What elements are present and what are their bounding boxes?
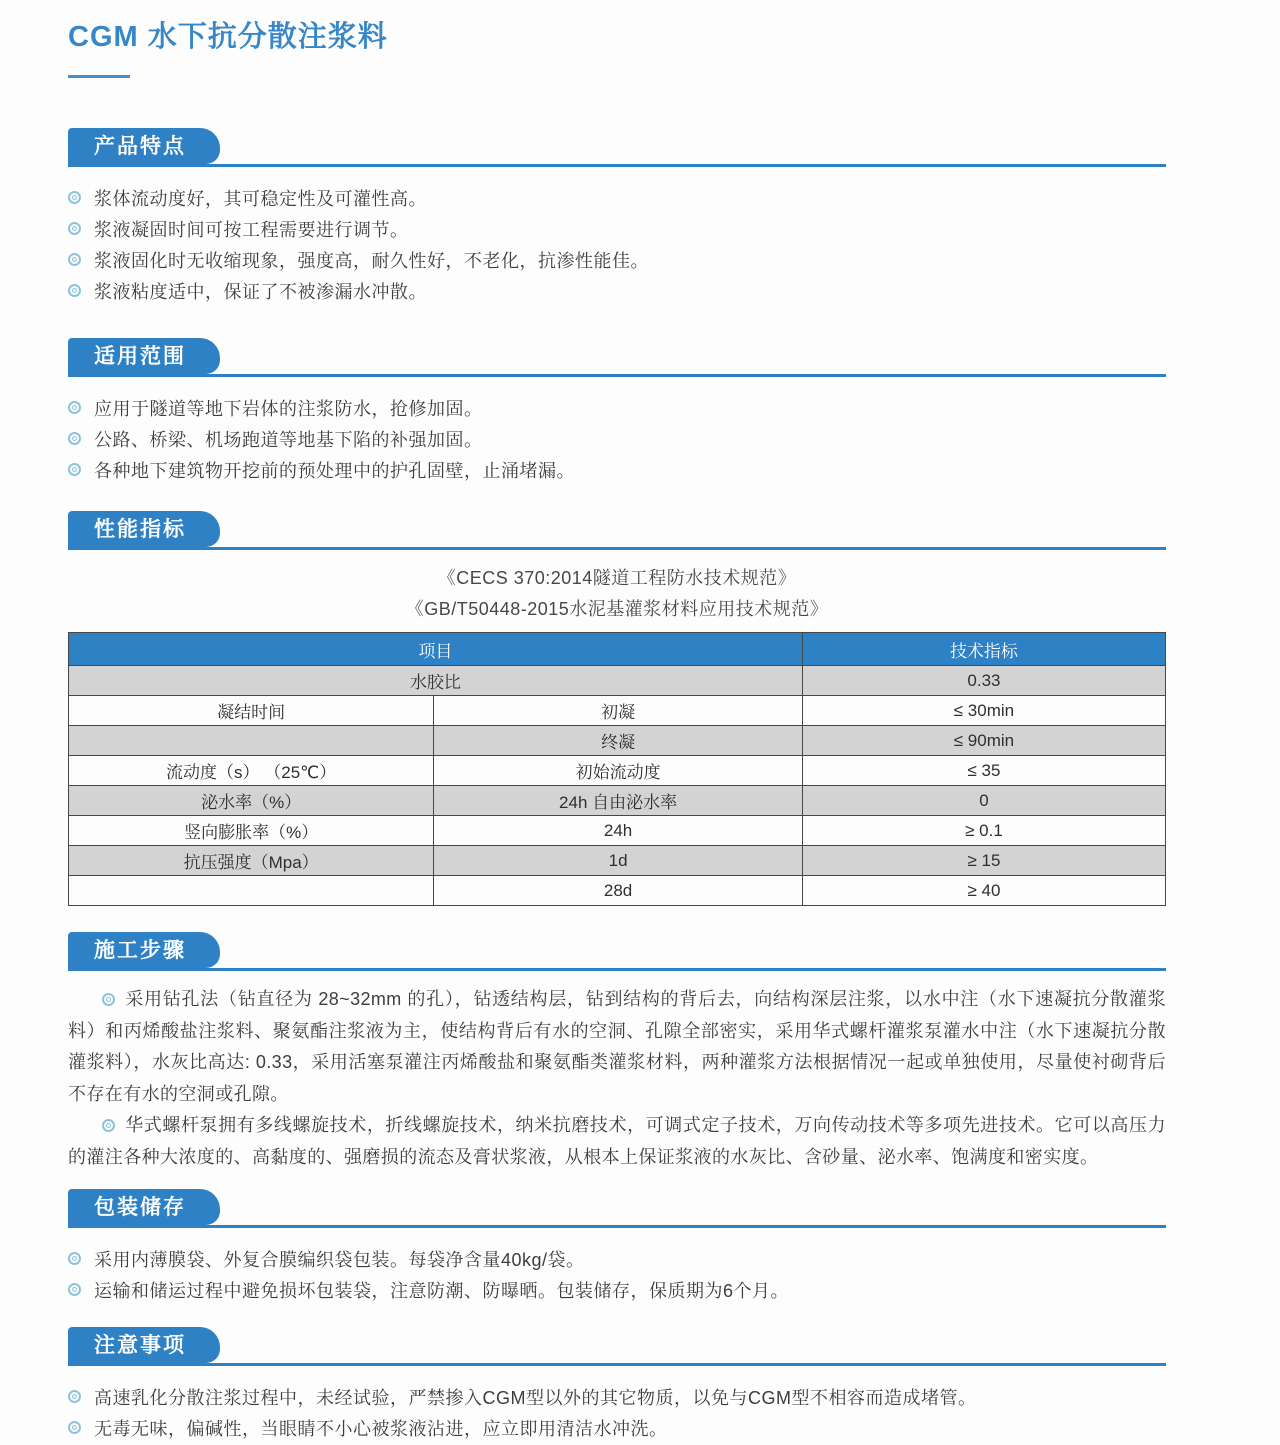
standard-reference: 《CECS 370:2014隧道工程防水技术规范》 bbox=[437, 568, 797, 588]
notes-list bbox=[68, 1383, 1166, 1445]
table-cell-item: 水胶比 bbox=[69, 666, 803, 696]
list-item bbox=[68, 1245, 1166, 1276]
section-header-steps bbox=[68, 932, 1166, 971]
list-item-text: 采用内薄膜袋、外复合膜编织袋包装。每袋净含量40kg/袋。 bbox=[94, 1250, 585, 1270]
table-cell-item bbox=[69, 726, 434, 756]
title-underline bbox=[68, 75, 130, 78]
table-cell-sub: 1d bbox=[434, 846, 803, 876]
bullseye-icon bbox=[68, 463, 81, 476]
section-badge-steps: 施工步骤 bbox=[68, 932, 220, 968]
list-item bbox=[68, 215, 1166, 246]
bullseye-icon bbox=[68, 1252, 81, 1265]
table-header-value: 技术指标 bbox=[802, 633, 1165, 666]
table-cell-item: 凝结时间 bbox=[69, 696, 434, 726]
list-item bbox=[68, 425, 1166, 456]
content-column bbox=[68, 0, 1166, 1445]
packaging-list bbox=[68, 1245, 1166, 1307]
table-row bbox=[69, 726, 1166, 756]
table-cell-item: 流动度（s） （25℃） bbox=[69, 756, 434, 786]
list-item-text: 无毒无味，偏碱性，当眼睛不小心被浆液沾进，应立即用清洁水冲洗。 bbox=[94, 1419, 668, 1439]
table-cell-item: 泌水率（%） bbox=[69, 786, 434, 816]
table-row bbox=[69, 756, 1166, 786]
table-row bbox=[69, 786, 1166, 816]
section-badge-packaging: 包装储存 bbox=[68, 1189, 220, 1225]
table-cell-item: 抗压强度（Mpa） bbox=[69, 846, 434, 876]
features-list bbox=[68, 184, 1166, 308]
table-row bbox=[69, 876, 1166, 906]
table-cell-sub: 28d bbox=[434, 876, 803, 906]
table-row bbox=[69, 696, 1166, 726]
section-header-notes bbox=[68, 1327, 1166, 1366]
bullseye-icon bbox=[68, 1390, 81, 1403]
section-header-performance bbox=[68, 511, 1166, 550]
table-header-item: 项目 bbox=[69, 633, 803, 666]
table-cell-value: ≥ 0.1 bbox=[802, 816, 1165, 846]
table-cell-value: ≤ 30min bbox=[802, 696, 1165, 726]
scope-list bbox=[68, 394, 1166, 487]
performance-table bbox=[68, 632, 1166, 906]
section-badge-notes: 注意事项 bbox=[68, 1327, 220, 1363]
list-item-text: 浆液粘度适中，保证了不被渗漏水冲散。 bbox=[94, 282, 427, 302]
bullseye-icon bbox=[68, 1421, 81, 1434]
table-cell-item: 竖向膨胀率（%） bbox=[69, 816, 434, 846]
table-cell-value: 0.33 bbox=[802, 666, 1165, 696]
table-row bbox=[69, 846, 1166, 876]
table-cell-sub: 24h 自由泌水率 bbox=[434, 786, 803, 816]
section-badge-scope: 适用范围 bbox=[68, 338, 220, 374]
standard-reference: 《GB/T50448-2015水泥基灌浆材料应用技术规范》 bbox=[405, 599, 829, 619]
bullseye-icon bbox=[102, 993, 115, 1006]
section-header-features bbox=[68, 128, 1166, 167]
bullseye-icon bbox=[68, 253, 81, 266]
paragraph bbox=[68, 984, 1166, 1110]
paragraph bbox=[68, 1110, 1166, 1173]
table-cell-value: ≥ 15 bbox=[802, 846, 1165, 876]
list-item-text: 高速乳化分散注浆过程中，未经试验，严禁掺入CGM型以外的其它物质，以免与CGM型不相容而造成堵管。 bbox=[94, 1388, 977, 1408]
list-item-text: 浆体流动度好，其可稳定性及可灌性高。 bbox=[94, 189, 427, 209]
steps-paragraphs bbox=[68, 984, 1166, 1173]
table-cell-sub: 初凝 bbox=[434, 696, 803, 726]
list-item bbox=[68, 1276, 1166, 1307]
list-item-text: 运输和储运过程中避免损坏包装袋，注意防潮、防曝晒。包装储存，保质期为6个月。 bbox=[94, 1281, 790, 1301]
bullseye-icon bbox=[68, 191, 81, 204]
paragraph-text: 华式螺杆泵拥有多线螺旋技术，折线螺旋技术，纳米抗磨技术，可调式定子技术，万向传动技术等多项先进技术。它可以高压力的灌注各种大浓度的、高黏度的、强磨损的流态及膏状浆液，从根本上保证浆液的水灰比、含砂量、泌水率、饱满度和密实度。 bbox=[68, 1115, 1166, 1167]
table-cell-value: ≤ 35 bbox=[802, 756, 1165, 786]
section-badge-performance: 性能指标 bbox=[68, 511, 220, 547]
bullseye-icon bbox=[68, 1283, 81, 1296]
list-item-text: 应用于隧道等地下岩体的注浆防水，抢修加固。 bbox=[94, 399, 483, 419]
list-item-text: 浆液固化时无收缩现象，强度高，耐久性好，不老化，抗渗性能佳。 bbox=[94, 251, 649, 271]
table-header-row bbox=[69, 633, 1166, 666]
bullseye-icon bbox=[68, 432, 81, 445]
table-cell-value: ≤ 90min bbox=[802, 726, 1165, 756]
table-cell-sub: 终凝 bbox=[434, 726, 803, 756]
standards-references bbox=[68, 563, 1166, 625]
table-cell-sub: 初始流动度 bbox=[434, 756, 803, 786]
list-item bbox=[68, 1383, 1166, 1414]
table-row bbox=[69, 666, 1166, 696]
paragraph-text: 采用钻孔法（钻直径为 28~32mm 的孔），钻透结构层，钻到结构的背后去，向结构深层注浆，以水中注（水下速凝抗分散灌浆料）和丙烯酸盐注浆料、聚氨酯注浆液为主，使结构背后有水的空洞、孔隙全部密实，采用华式螺杆灌浆泵灌水中注（水下速凝抗分散灌浆料），水灰比高达: 0.33，采用活塞泵灌注丙烯酸盐和聚氨酯类灌浆材料，两种灌浆方法根据情况一起或单独使用，尽量使衬砌背后不存在有水的空洞或孔隙。 bbox=[68, 989, 1166, 1104]
table-cell-value: 0 bbox=[802, 786, 1165, 816]
list-item bbox=[68, 246, 1166, 277]
bullseye-icon bbox=[68, 284, 81, 297]
page-title: CGM 水下抗分散注浆料 bbox=[68, 21, 388, 53]
section-badge-features: 产品特点 bbox=[68, 128, 220, 164]
table-cell-item bbox=[69, 876, 434, 906]
list-item bbox=[68, 456, 1166, 487]
list-item bbox=[68, 184, 1166, 215]
table-cell-value: ≥ 40 bbox=[802, 876, 1165, 906]
bullseye-icon bbox=[102, 1119, 115, 1132]
list-item-text: 公路、桥梁、机场跑道等地基下陷的补强加固。 bbox=[94, 430, 483, 450]
list-item bbox=[68, 394, 1166, 425]
bullseye-icon bbox=[68, 401, 81, 414]
bullseye-icon bbox=[68, 222, 81, 235]
section-header-packaging bbox=[68, 1189, 1166, 1228]
table-cell-sub: 24h bbox=[434, 816, 803, 846]
table-row bbox=[69, 816, 1166, 846]
list-item-text: 浆液凝固时间可按工程需要进行调节。 bbox=[94, 220, 409, 240]
list-item-text: 各种地下建筑物开挖前的预处理中的护孔固壁，止涌堵漏。 bbox=[94, 461, 575, 481]
list-item bbox=[68, 1414, 1166, 1445]
section-header-scope bbox=[68, 338, 1166, 377]
list-item bbox=[68, 277, 1166, 308]
